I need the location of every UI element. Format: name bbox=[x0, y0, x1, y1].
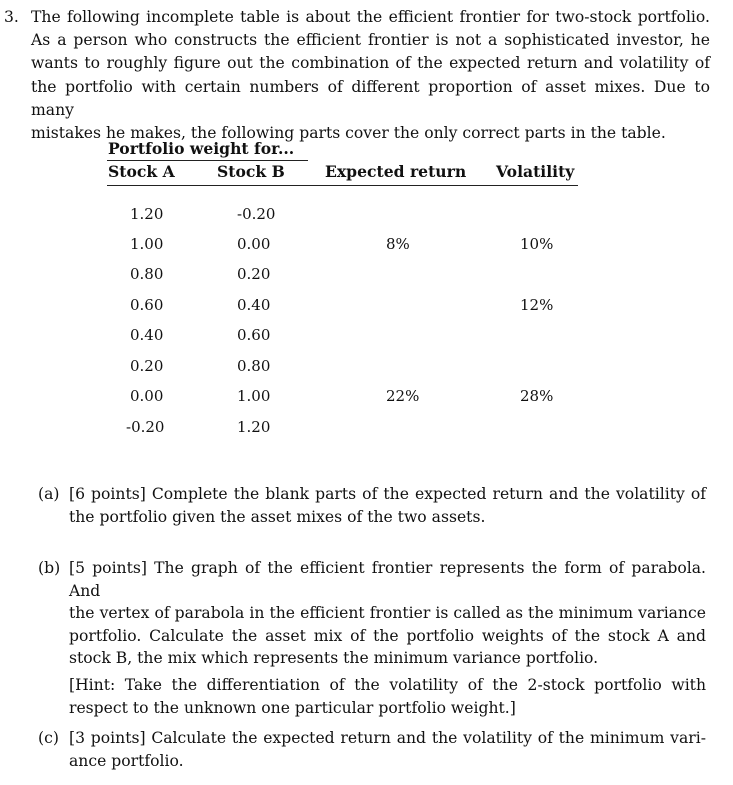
part-b-hint-line: [Hint: Take the differentiation of the volatility of the 2-stock portfolio with bbox=[69, 675, 706, 694]
part-b-line: [5 points] The graph of the efficient frontier represents the form of parabola. And bbox=[69, 559, 706, 600]
part-b-hint-line: respect to the unknown one particular portfolio weight.] bbox=[69, 698, 516, 717]
header-expected-return: Expected return bbox=[325, 162, 467, 181]
header-stock-b: Stock B bbox=[217, 162, 285, 181]
part-b-line: the vertex of parabola in the efficient frontier is called as the minimum variance bbox=[69, 604, 706, 623]
cell-stock-b: 1.00 bbox=[237, 387, 271, 405]
cell-volatility: 10% bbox=[520, 235, 554, 253]
question-number: 3. bbox=[4, 8, 19, 26]
cell-stock-b: 0.00 bbox=[237, 235, 271, 253]
part-c bbox=[38, 727, 708, 772]
cell-stock-b: 0.80 bbox=[237, 357, 271, 375]
question-line: As a person who constructs the efficient frontier is not a sophisticated investor, he bbox=[31, 31, 710, 50]
cell-stock-b: 0.20 bbox=[237, 265, 271, 283]
part-c-label: (c) bbox=[38, 729, 59, 747]
cell-stock-b: 0.40 bbox=[237, 296, 271, 314]
header-rule bbox=[107, 185, 578, 186]
part-b bbox=[38, 557, 708, 719]
cell-volatility: 12% bbox=[520, 296, 554, 314]
part-a-label: (a) bbox=[38, 485, 60, 503]
part-b-line: portfolio. Calculate the asset mix of the portfolio weights of the stock A and bbox=[69, 626, 706, 645]
question-line: wants to roughly figure out the combination of the expected return and volatility of bbox=[31, 54, 710, 73]
part-a bbox=[38, 483, 708, 528]
part-b-line: stock B, the mix which represents the minimum variance portfolio. bbox=[69, 649, 599, 668]
part-a-line: [6 points] Complete the blank parts of the expected return and the volatility of bbox=[69, 485, 706, 503]
cell-stock-a: 0.60 bbox=[130, 296, 164, 314]
cell-stock-a: 0.40 bbox=[130, 326, 164, 344]
question-stem bbox=[4, 6, 710, 145]
group-header-rule bbox=[107, 160, 308, 161]
cell-expected-return: 8% bbox=[386, 235, 410, 253]
question-line: The following incomplete table is about the efficient frontier for two-stock portfolio. bbox=[31, 8, 710, 26]
cell-volatility: 28% bbox=[520, 387, 554, 405]
cell-stock-b: 1.20 bbox=[237, 418, 271, 436]
cell-stock-a: 0.80 bbox=[130, 265, 164, 283]
group-header: Portfolio weight for... bbox=[108, 139, 295, 158]
cell-stock-a: 0.20 bbox=[130, 357, 164, 375]
cell-stock-a: 1.20 bbox=[130, 205, 164, 223]
cell-stock-a: -0.20 bbox=[126, 418, 165, 436]
header-stock-a: Stock A bbox=[108, 162, 175, 181]
header-volatility: Volatility bbox=[496, 162, 575, 181]
cell-expected-return: 22% bbox=[386, 387, 420, 405]
part-b-label: (b) bbox=[38, 559, 61, 577]
cell-stock-a: 1.00 bbox=[130, 235, 164, 253]
cell-stock-b: -0.20 bbox=[237, 205, 276, 223]
question-line: the portfolio with certain numbers of different proportion of asset mixes. Due to many bbox=[31, 77, 710, 119]
question-line: mistakes he makes, the following parts cover the only correct parts in the table. bbox=[31, 124, 666, 143]
part-c-line: ance portfolio. bbox=[69, 751, 184, 770]
cell-stock-b: 0.60 bbox=[237, 326, 271, 344]
cell-stock-a: 0.00 bbox=[130, 387, 164, 405]
part-a-line: the portfolio given the asset mixes of the two assets. bbox=[69, 507, 486, 526]
part-c-line: [3 points] Calculate the expected return and the volatility of the minimum vari- bbox=[69, 729, 706, 747]
